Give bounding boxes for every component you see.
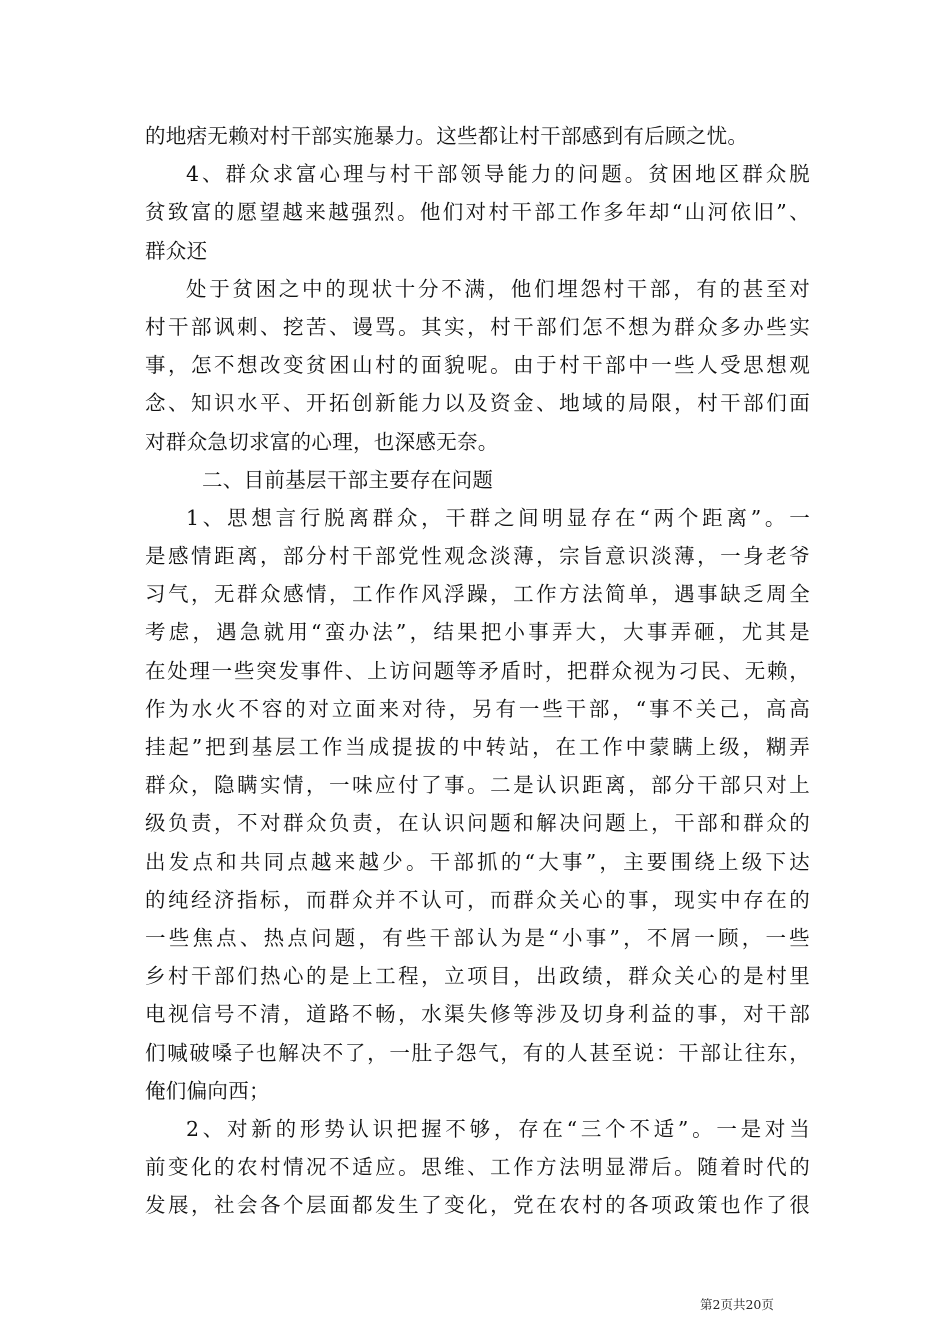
text-line-5: 处于贫困之中的现状十分不满，他们埋怨村干部，有的甚至对 bbox=[186, 276, 810, 301]
text-line-3: 贫致富的愿望越来越强烈。他们对村干部工作多年却“山河依旧”、 bbox=[145, 200, 810, 225]
text-line-7: 事，怎不想改变贫困山村的面貌呢。由于村干部中一些人受思想观 bbox=[145, 353, 810, 378]
text-line-28: 前变化的农村情况不适应。思维、工作方法明显滞后。随着时代的 bbox=[145, 1155, 810, 1180]
text-line-29: 发展，社会各个层面都发生了变化，党在农村的各项政策也作了很 bbox=[145, 1193, 810, 1218]
text-line-12: 是感情距离，部分村干部党性观念淡薄，宗旨意识淡薄，一身老爷 bbox=[145, 544, 810, 569]
text-line-9: 对群众急切求富的心理，也深感无奈。 bbox=[145, 429, 499, 454]
text-line-20: 出发点和共同点越来越少。干部抓的“大事”，主要围绕上级下达 bbox=[145, 849, 810, 874]
text-line-22: 一些焦点、热点问题，有些干部认为是“小事”，不屑一顾，一些 bbox=[145, 925, 810, 950]
text-line-15: 在处理一些突发事件、上访问题等矛盾时，把群众视为刁民、无赖， bbox=[145, 658, 810, 683]
text-line-19: 级负责，不对群众负责，在认识问题和解决问题上，干部和群众的 bbox=[145, 811, 810, 836]
text-line-26: 俺们偏向西； bbox=[145, 1078, 270, 1103]
text-line-1: 的地痞无赖对村干部实施暴力。这些都让村干部感到有后顾之忧。 bbox=[145, 124, 749, 148]
text-line-13: 习气，无群众感情，工作作风浮躁，工作方法简单，遇事缺乏周全 bbox=[145, 582, 810, 607]
page-number: 第2页共20页 bbox=[700, 1297, 774, 1312]
text-line-11: 1、思想言行脱离群众，干群之间明显存在“两个距离”。一 bbox=[186, 505, 810, 530]
text-line-16: 作为水火不容的对立面来对待，另有一些干部，“事不关己，高高 bbox=[145, 696, 810, 721]
text-line-27: 2、对新的形势认识把握不够，存在“三个不适”。一是对当 bbox=[186, 1116, 810, 1141]
text-line-24: 电视信号不清，道路不畅，水渠失修等涉及切身利益的事，对干部 bbox=[145, 1002, 810, 1027]
text-line-8: 念、知识水平、开拓创新能力以及资金、地域的局限，村干部们面 bbox=[145, 391, 810, 416]
text-line-14: 考虑，遇急就用“蛮办法”，结果把小事弄大，大事弄砸，尤其是 bbox=[145, 620, 810, 645]
text-line-21: 的纯经济指标，而群众并不认可，而群众关心的事，现实中存在的 bbox=[145, 887, 810, 912]
body-text bbox=[145, 117, 810, 1224]
section-heading: 二、目前基层干部主要存在问题 bbox=[202, 467, 494, 492]
text-line-23: 乡村干部们热心的是上工程，立项目，出政绩，群众关心的是村里 bbox=[145, 964, 810, 989]
text-line-25: 们喊破嗓子也解决不了，一肚子怨气，有的人甚至说：干部让往东， bbox=[145, 1040, 810, 1065]
text-line-2: 4、群众求富心理与村干部领导能力的问题。贫困地区群众脱 bbox=[186, 162, 810, 187]
text-line-6: 村干部讽刺、挖苦、谩骂。其实，村干部们怎不想为群众多办些实 bbox=[145, 314, 810, 339]
text-line-18: 群众，隐瞒实情，一味应付了事。二是认识距离，部分干部只对上 bbox=[145, 773, 810, 798]
text-line-17: 挂起”把到基层工作当成提拔的中转站，在工作中蒙瞒上级，糊弄 bbox=[145, 735, 810, 759]
text-line-4: 群众还 bbox=[145, 238, 208, 263]
